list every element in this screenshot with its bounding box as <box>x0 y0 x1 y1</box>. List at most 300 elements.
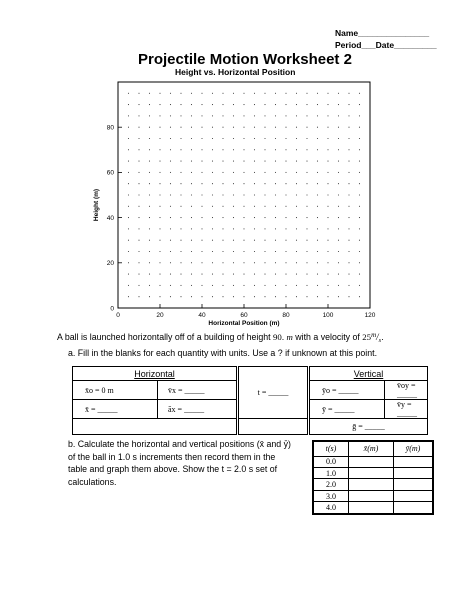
grid-dot <box>317 217 318 218</box>
grid-dot <box>254 206 255 207</box>
grid-dot <box>243 274 244 275</box>
grid-dot <box>201 93 202 94</box>
grid-dot <box>191 127 192 128</box>
grid-dot <box>159 104 160 105</box>
grid-dot <box>212 262 213 263</box>
grid-dot <box>128 172 129 173</box>
grid-dot <box>275 194 276 195</box>
grid-dot <box>317 274 318 275</box>
grid-dot <box>348 194 349 195</box>
grid-dot <box>348 183 349 184</box>
grid-dot <box>233 115 234 116</box>
grid-dot <box>201 104 202 105</box>
grid-dot <box>296 262 297 263</box>
grid-dot <box>233 93 234 94</box>
grid-dot <box>243 138 244 139</box>
grid-dot <box>359 172 360 173</box>
grid-dot <box>138 183 139 184</box>
x-answer-cell[interactable] <box>349 479 394 490</box>
grid-dot <box>338 206 339 207</box>
grid-dot <box>149 104 150 105</box>
grid-dot <box>254 217 255 218</box>
grid-dot <box>149 262 150 263</box>
grid-dot <box>138 251 139 252</box>
grid-dot <box>222 138 223 139</box>
grid-dot <box>285 161 286 162</box>
grid-dot <box>128 194 129 195</box>
grid-dot <box>201 274 202 275</box>
grid-dot <box>338 149 339 150</box>
grid-dot <box>275 296 276 297</box>
grid-dot <box>317 127 318 128</box>
grid-dot <box>285 206 286 207</box>
x-answer-cell[interactable] <box>349 490 394 501</box>
grid-dot <box>327 262 328 263</box>
grid-dot <box>128 206 129 207</box>
grid-dot <box>296 251 297 252</box>
x-answer-cell[interactable] <box>349 456 394 467</box>
table-row <box>313 467 433 478</box>
header-x: x̄(m) <box>349 441 394 456</box>
grid-dot <box>222 115 223 116</box>
grid-dot <box>138 104 139 105</box>
grid-dot <box>243 262 244 263</box>
grid-dot <box>338 194 339 195</box>
horizontal-velocity-blank: v̄x = _____ <box>168 385 205 395</box>
grid-dot <box>285 93 286 94</box>
grid-dot <box>149 240 150 241</box>
vx-cell <box>158 381 238 400</box>
grid-dot <box>285 194 286 195</box>
grid-dot <box>264 183 265 184</box>
y-tick-label: 80 <box>106 124 114 132</box>
grid-dot <box>159 228 160 229</box>
grid-dot <box>201 161 202 162</box>
grid-dot <box>338 228 339 229</box>
grid-dot <box>222 206 223 207</box>
initial-y-position-blank: ȳo = _____ <box>322 385 359 395</box>
g-cell <box>309 419 428 435</box>
grid-dot <box>170 138 171 139</box>
x-position-blank: x̄ = _____ <box>85 404 118 414</box>
grid-dot <box>191 115 192 116</box>
grid-dot <box>254 183 255 184</box>
grid-dot <box>275 217 276 218</box>
quantities-table <box>72 366 428 435</box>
grid-dot <box>138 149 139 150</box>
grid-dot <box>191 285 192 286</box>
grid-dot <box>222 251 223 252</box>
grid-dot <box>275 115 276 116</box>
grid-dot <box>254 228 255 229</box>
grid-dot <box>128 161 129 162</box>
grid-dot <box>359 240 360 241</box>
grid-dot <box>327 217 328 218</box>
grid-dot <box>327 183 328 184</box>
grid-dot <box>149 228 150 229</box>
grid-dot <box>264 240 265 241</box>
grid-dot <box>180 127 181 128</box>
y-tick-label: 0 <box>110 305 114 313</box>
grid-dot <box>180 206 181 207</box>
grid-dot <box>359 149 360 150</box>
grid-dot <box>264 296 265 297</box>
grid-dot <box>296 217 297 218</box>
grid-dot <box>275 172 276 173</box>
grid-dot <box>348 285 349 286</box>
y-tick-label: 20 <box>106 260 114 268</box>
grid-dot <box>170 194 171 195</box>
grid-dot <box>170 228 171 229</box>
grid-dot <box>170 183 171 184</box>
time-value: 3.0 <box>326 491 336 501</box>
grid-dot <box>264 104 265 105</box>
grid-dot <box>180 228 181 229</box>
grid-dot <box>327 228 328 229</box>
gravity-blank: ḡ = _____ <box>352 422 385 431</box>
grid-dot <box>212 285 213 286</box>
grid-dot <box>264 228 265 229</box>
grid-dot <box>180 115 181 116</box>
grid-dot <box>254 240 255 241</box>
grid-dot <box>359 104 360 105</box>
grid-dot <box>327 206 328 207</box>
grid-dot <box>149 217 150 218</box>
time-blank: t = _____ <box>257 388 289 397</box>
grid-dot <box>159 149 160 150</box>
grid-dot <box>233 104 234 105</box>
grid-dot <box>317 240 318 241</box>
grid-dot <box>285 251 286 252</box>
grid-dot <box>275 285 276 286</box>
grid-dot <box>191 138 192 139</box>
grid-dot <box>191 161 192 162</box>
grid-dot <box>348 104 349 105</box>
table-row <box>313 490 433 501</box>
grid-dot <box>296 172 297 173</box>
time-value: 1.0 <box>326 468 336 478</box>
time-value: 4.0 <box>326 503 336 513</box>
grid-dot <box>212 161 213 162</box>
grid-dot <box>191 206 192 207</box>
grid-dot <box>348 138 349 139</box>
grid-dot <box>348 149 349 150</box>
grid-dot <box>338 296 339 297</box>
grid-dot <box>149 127 150 128</box>
grid-dot <box>159 194 160 195</box>
grid-dot <box>243 149 244 150</box>
grid-dot <box>264 172 265 173</box>
grid-dot <box>338 172 339 173</box>
grid-dot <box>243 206 244 207</box>
grid-dot <box>338 240 339 241</box>
grid-dot <box>180 262 181 263</box>
grid-dot <box>317 161 318 162</box>
grid-dot <box>212 228 213 229</box>
grid-dot <box>285 172 286 173</box>
grid-dot <box>222 93 223 94</box>
grid-dot <box>201 296 202 297</box>
grid-dot <box>275 149 276 150</box>
vy-cell <box>385 400 428 419</box>
grid-dot <box>128 251 129 252</box>
grid-dot <box>317 93 318 94</box>
grid-dot <box>359 183 360 184</box>
grid-dot <box>285 183 286 184</box>
grid-dot <box>191 172 192 173</box>
grid-dot <box>306 285 307 286</box>
grid-dot <box>191 251 192 252</box>
grid-dot <box>138 206 139 207</box>
grid-dot <box>180 240 181 241</box>
grid-dot <box>275 183 276 184</box>
time-value: 0.0 <box>326 457 336 467</box>
grid-dot <box>201 138 202 139</box>
grid-dot <box>159 138 160 139</box>
y-answer-cell[interactable] <box>394 479 434 490</box>
grid-dot <box>296 161 297 162</box>
grid-dot <box>275 262 276 263</box>
grid-dot <box>264 274 265 275</box>
grid-dot <box>348 206 349 207</box>
grid-dot <box>327 296 328 297</box>
grid-dot <box>264 206 265 207</box>
grid-dot <box>285 104 286 105</box>
grid-dot <box>191 183 192 184</box>
grid-dot <box>128 274 129 275</box>
grid-dot <box>233 138 234 139</box>
grid-dot <box>149 93 150 94</box>
grid-dot <box>327 251 328 252</box>
grid-dot <box>348 240 349 241</box>
grid-dot <box>285 217 286 218</box>
grid-dot <box>296 206 297 207</box>
grid-dot <box>170 217 171 218</box>
grid-dot <box>317 194 318 195</box>
grid-dot <box>264 262 265 263</box>
grid-dot <box>348 172 349 173</box>
grid-dot <box>170 161 171 162</box>
initial-vertical-velocity-blank: v̄oy = _____ <box>397 381 417 399</box>
grid-dot <box>327 172 328 173</box>
grid-dot <box>317 206 318 207</box>
horizontal-header-cell <box>73 367 238 381</box>
grid-dot <box>159 274 160 275</box>
grid-dot <box>285 285 286 286</box>
grid-dot <box>264 93 265 94</box>
grid-dot <box>264 251 265 252</box>
grid-dot <box>233 296 234 297</box>
y-answer-cell[interactable] <box>394 490 434 501</box>
grid-dot <box>285 274 286 275</box>
grid-dot <box>128 285 129 286</box>
grid-dot <box>285 138 286 139</box>
grid-dot <box>191 194 192 195</box>
grid-dot <box>327 161 328 162</box>
grid-dot <box>338 262 339 263</box>
grid-dot <box>212 149 213 150</box>
grid-dot <box>201 262 202 263</box>
grid-dot <box>233 149 234 150</box>
grid-dot <box>296 138 297 139</box>
x-tick-label: 20 <box>156 312 164 319</box>
grid-dot <box>138 228 139 229</box>
grid-dot <box>149 251 150 252</box>
grid-dot <box>222 149 223 150</box>
horizontal-header: Horizontal <box>134 368 175 379</box>
x-tick-label: 80 <box>282 312 290 319</box>
grid-dot <box>275 138 276 139</box>
grid-dot <box>149 138 150 139</box>
x-answer-cell[interactable] <box>349 467 394 478</box>
grid-dot <box>348 251 349 252</box>
grid-dot <box>254 251 255 252</box>
grid-dot <box>264 217 265 218</box>
y-position-blank: ȳ = _____ <box>322 404 355 414</box>
grid-dot <box>317 228 318 229</box>
grid-dot <box>243 161 244 162</box>
grid-dot <box>306 251 307 252</box>
grid-dot <box>222 240 223 241</box>
grid-dot <box>149 115 150 116</box>
grid-dot <box>170 251 171 252</box>
grid-dot <box>254 161 255 162</box>
grid-dot <box>306 127 307 128</box>
grid-dot <box>170 262 171 263</box>
initial-x-position: x̄o = 0 m <box>85 385 114 395</box>
grid-dot <box>296 115 297 116</box>
grid-dot <box>149 296 150 297</box>
y-axis-ticks <box>107 125 122 313</box>
grid-dot <box>254 104 255 105</box>
grid-dot <box>233 172 234 173</box>
grid-dot <box>306 161 307 162</box>
grid-dot <box>191 104 192 105</box>
grid-dot <box>338 285 339 286</box>
grid-dot <box>180 183 181 184</box>
grid-dot <box>275 127 276 128</box>
grid-dot <box>296 149 297 150</box>
grid-dot <box>243 93 244 94</box>
grid-dot <box>159 115 160 116</box>
grid-dot <box>222 161 223 162</box>
grid-dot <box>348 262 349 263</box>
page-title: Projectile Motion Worksheet 2 <box>138 51 352 68</box>
grid-dot <box>191 93 192 94</box>
grid-dot <box>212 296 213 297</box>
y-answer-cell[interactable] <box>394 502 434 514</box>
grid-dot <box>296 240 297 241</box>
velocity-unit-num: m <box>371 331 377 339</box>
grid-dot <box>128 115 129 116</box>
grid-dot <box>159 172 160 173</box>
grid-dot <box>128 228 129 229</box>
grid-dot <box>170 172 171 173</box>
grid-dot <box>159 183 160 184</box>
grid-dot <box>170 93 171 94</box>
grid-dot <box>212 183 213 184</box>
grid-dot <box>359 274 360 275</box>
grid-dot <box>348 228 349 229</box>
vertical-header-cell <box>309 367 428 381</box>
part-b-instructions <box>68 438 291 488</box>
grid-dot <box>201 183 202 184</box>
grid-dot <box>138 217 139 218</box>
x-answer-cell[interactable] <box>349 502 394 514</box>
grid-dot <box>254 194 255 195</box>
grid-dot <box>296 285 297 286</box>
y-answer-cell[interactable] <box>394 456 434 467</box>
height-value: 90. <box>273 332 285 342</box>
x-tick-label: 100 <box>322 312 334 319</box>
grid-dot <box>159 93 160 94</box>
grid-dot <box>327 115 328 116</box>
grid-dot <box>285 296 286 297</box>
header-time: t(s) <box>313 441 349 456</box>
grid-dot <box>180 194 181 195</box>
grid-dot <box>201 228 202 229</box>
grid-dot <box>359 161 360 162</box>
grid-dot <box>212 217 213 218</box>
y-answer-cell[interactable] <box>394 467 434 478</box>
grid-dot <box>306 262 307 263</box>
grid-dot <box>149 274 150 275</box>
grid-dot <box>159 262 160 263</box>
grid-dot <box>243 296 244 297</box>
grid-dot <box>348 115 349 116</box>
grid-dot <box>338 104 339 105</box>
grid-dot <box>306 206 307 207</box>
grid-dot <box>275 251 276 252</box>
grid-dot <box>201 194 202 195</box>
velocity-unit-den: s <box>378 337 382 344</box>
grid-dot <box>348 296 349 297</box>
grid-dot <box>233 251 234 252</box>
grid-dot <box>159 217 160 218</box>
grid-dot <box>212 127 213 128</box>
grid-dot <box>243 285 244 286</box>
grid-dot <box>128 183 129 184</box>
grid-dot <box>128 296 129 297</box>
grid-dot <box>285 262 286 263</box>
grid-dot <box>212 194 213 195</box>
grid-dot <box>243 194 244 195</box>
grid-dot <box>159 161 160 162</box>
grid-dot <box>296 274 297 275</box>
grid-dot <box>306 240 307 241</box>
grid-dot <box>180 93 181 94</box>
grid-dot <box>233 127 234 128</box>
grid-dot <box>243 104 244 105</box>
grid-dot <box>306 296 307 297</box>
grid-dot <box>128 149 129 150</box>
grid-dot <box>201 251 202 252</box>
grid-dot <box>285 149 286 150</box>
grid-dot <box>359 217 360 218</box>
grid-dot <box>149 206 150 207</box>
x-tick-label: 40 <box>198 312 206 319</box>
grid-dot <box>138 194 139 195</box>
grid-dot <box>222 183 223 184</box>
grid-dot <box>233 240 234 241</box>
grid-dot <box>128 138 129 139</box>
grid-dot <box>275 161 276 162</box>
grid-dot <box>180 138 181 139</box>
table-row <box>313 456 433 467</box>
grid-dot <box>306 93 307 94</box>
grid-dot <box>306 115 307 116</box>
grid-dot <box>138 161 139 162</box>
